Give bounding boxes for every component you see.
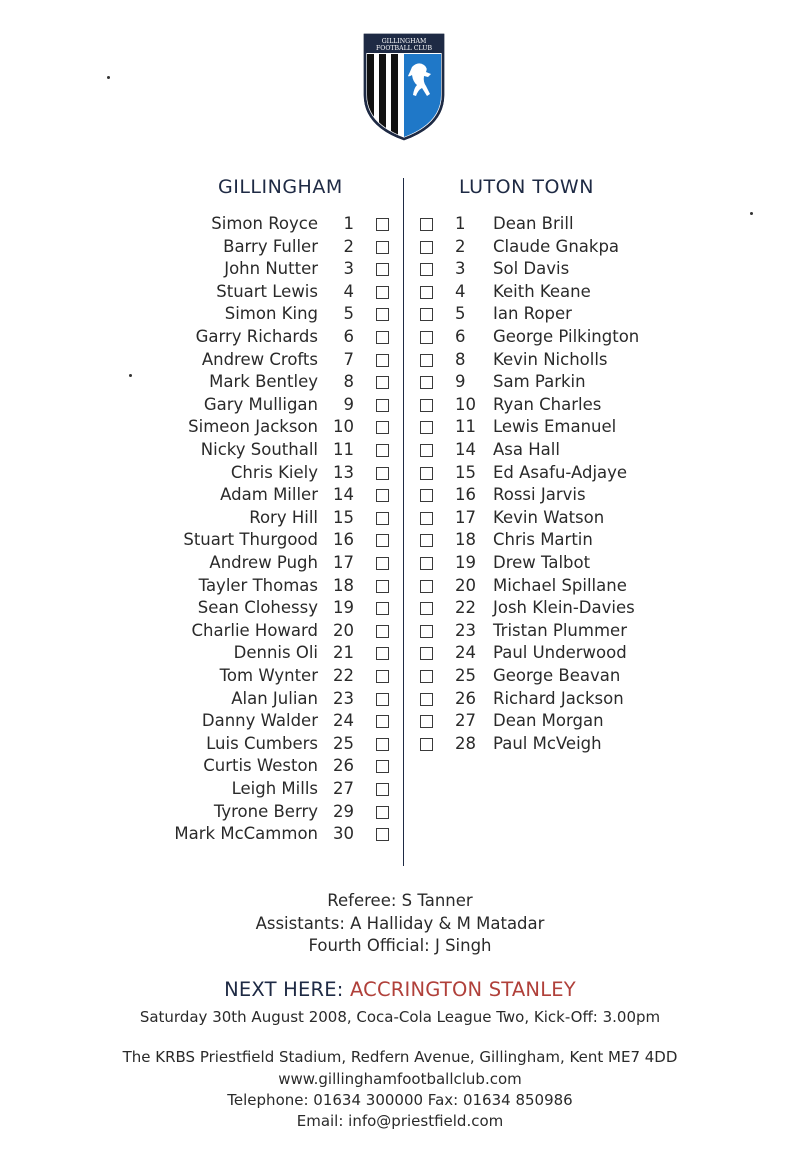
squad-number: 27: [333, 779, 354, 798]
player-name: Curtis Weston: [203, 756, 318, 776]
tick-checkbox[interactable]: [420, 331, 433, 344]
away-player-row: [0, 462, 800, 484]
away-player-row: [0, 552, 800, 574]
squad-number: 24: [455, 643, 476, 663]
away-player-row: [0, 236, 800, 258]
squad-number: 23: [455, 620, 476, 640]
tick-checkbox[interactable]: [420, 241, 433, 254]
player-name: Stuart Lewis: [216, 281, 318, 301]
tick-checkbox[interactable]: [376, 783, 389, 796]
squad-number: 28: [455, 733, 476, 753]
tick-checkbox[interactable]: [420, 399, 433, 412]
away-player-row: [0, 394, 800, 416]
player-name: Tom Wynter: [219, 666, 318, 685]
player-name: Sol Davis: [493, 259, 570, 279]
squad-number: 8: [455, 349, 466, 369]
squad-number: 8: [343, 372, 354, 392]
player-name: Alan Julian: [231, 688, 318, 708]
away-player-row: [0, 665, 800, 687]
tick-checkbox[interactable]: [376, 760, 389, 773]
player-name: Kevin Watson: [493, 507, 605, 527]
away-player-row: [0, 484, 800, 506]
squad-number: 18: [455, 530, 476, 550]
squad-number: 15: [455, 462, 476, 482]
player-name: Simon King: [224, 304, 318, 324]
squad-number: 18: [333, 575, 354, 595]
squad-number: 1: [455, 214, 466, 233]
player-name: Dennis Oli: [233, 643, 318, 663]
tick-checkbox[interactable]: [420, 263, 433, 276]
squad-number: 3: [455, 259, 466, 279]
away-player-row: [0, 416, 800, 438]
squad-number: 4: [343, 281, 354, 301]
squad-number: 27: [455, 711, 476, 731]
squad-number: 19: [333, 598, 354, 618]
player-name: Andrew Pugh: [209, 553, 318, 572]
squad-number: 7: [343, 349, 354, 369]
player-name: Mark McCammon: [174, 824, 318, 844]
tick-checkbox[interactable]: [420, 421, 433, 434]
squad-number: 25: [455, 666, 476, 685]
tick-checkbox[interactable]: [420, 557, 433, 570]
away-player-row: [0, 349, 800, 371]
home-player-row: [0, 755, 800, 777]
player-name: Andrew Crofts: [201, 349, 318, 369]
player-name: Chris Martin: [493, 530, 593, 550]
squad-number: 24: [333, 711, 354, 731]
player-name: Tristan Plummer: [493, 620, 627, 640]
tick-checkbox[interactable]: [420, 467, 433, 480]
tick-checkbox[interactable]: [420, 376, 433, 389]
home-team-title: GILLINGHAM: [218, 176, 343, 198]
next-fixture-details: Saturday 30th August 2008, Coca-Cola League Two, Kick-Off: 3.00pm: [139, 1008, 661, 1026]
away-player-row: [0, 529, 800, 551]
squad-number: 22: [455, 598, 476, 618]
player-name: Drew Talbot: [493, 553, 591, 572]
scan-speck: [129, 374, 132, 377]
away-player-row: [0, 303, 800, 325]
away-player-row: [0, 575, 800, 597]
player-name: Sean Clohessy: [197, 598, 318, 618]
next-fixture-heading: [0, 978, 800, 1001]
player-name: Michael Spillane: [493, 575, 627, 595]
home-player-row: [0, 801, 800, 823]
squad-number: 11: [455, 417, 476, 437]
away-player-row: [0, 439, 800, 461]
squad-number: 26: [333, 756, 354, 776]
player-name: Ian Roper: [493, 304, 572, 324]
squad-number: 14: [333, 485, 354, 505]
tick-checkbox[interactable]: [420, 512, 433, 525]
player-name: Tayler Thomas: [198, 575, 318, 595]
player-name: Nicky Southall: [200, 440, 318, 459]
player-name: Mark Bentley: [209, 372, 318, 392]
player-name: Claude Gnakpa: [493, 236, 620, 256]
player-name: Stuart Thurgood: [183, 530, 318, 550]
scan-speck: [750, 212, 753, 215]
away-player-row: [0, 326, 800, 348]
squad-number: 11: [333, 440, 354, 459]
tick-checkbox[interactable]: [420, 444, 433, 457]
phone-fax: Telephone: 01634 300000 Fax: 01634 850986: [227, 1091, 573, 1109]
squad-number: 26: [455, 688, 476, 708]
tick-checkbox[interactable]: [420, 354, 433, 367]
tick-checkbox[interactable]: [420, 670, 433, 683]
referee-line: Referee: S Tanner: [327, 891, 473, 910]
player-name: Paul McVeigh: [493, 733, 602, 753]
away-player-row: [0, 688, 800, 710]
player-name: Luis Cumbers: [206, 733, 318, 753]
player-name: Danny Walder: [201, 711, 318, 731]
tick-checkbox[interactable]: [420, 534, 433, 547]
squad-number: 9: [343, 394, 354, 414]
squad-number: 6: [455, 327, 466, 346]
away-player-row: [0, 507, 800, 529]
away-player-row: [0, 710, 800, 732]
player-name: Simon Royce: [211, 214, 318, 233]
player-name: Barry Fuller: [223, 236, 318, 256]
player-name: Gary Mulligan: [203, 394, 318, 414]
email-link[interactable]: Email: info@priestfield.com: [296, 1112, 504, 1130]
player-name: Adam Miller: [220, 485, 318, 505]
away-player-row: [0, 258, 800, 280]
player-name: Kevin Nicholls: [493, 349, 608, 369]
squad-number: 10: [455, 394, 476, 414]
away-player-row: [0, 281, 800, 303]
squad-number: 17: [455, 507, 476, 527]
player-name: Josh Klein-Davies: [493, 598, 635, 618]
squad-number: 29: [333, 801, 354, 821]
away-player-row: [0, 620, 800, 642]
player-name: George Pilkington: [493, 327, 640, 346]
scan-speck: [107, 76, 110, 79]
club-crest-logo: [362, 33, 446, 141]
player-name: Asa Hall: [493, 440, 560, 459]
squad-number: 2: [343, 236, 354, 256]
player-name: Simeon Jackson: [188, 417, 318, 437]
player-name: Lewis Emanuel: [493, 417, 617, 437]
home-player-row: [0, 823, 800, 845]
tick-checkbox[interactable]: [420, 308, 433, 321]
squad-number: 14: [455, 440, 476, 459]
squad-number: 21: [333, 643, 354, 663]
away-player-row: [0, 733, 800, 755]
squad-number: 13: [333, 462, 354, 482]
squad-number: 10: [333, 417, 354, 437]
tick-checkbox[interactable]: [420, 602, 433, 615]
next-opponent: ACCRINGTON STANLEY: [349, 978, 576, 1001]
stadium-address: The KRBS Priestfield Stadium, Redfern Avenue, Gillingham, Kent ME7 4DD: [122, 1048, 678, 1066]
player-name: Ryan Charles: [493, 394, 602, 414]
squad-number: 2: [455, 236, 466, 256]
player-name: Garry Richards: [195, 327, 318, 346]
tick-checkbox[interactable]: [376, 828, 389, 841]
squad-number: 19: [455, 553, 476, 572]
squad-number: 16: [455, 485, 476, 505]
player-name: Sam Parkin: [493, 372, 586, 392]
tick-checkbox[interactable]: [420, 647, 433, 660]
svg-text:FOOTBALL CLUB: FOOTBALL CLUB: [375, 45, 433, 52]
tick-checkbox[interactable]: [420, 286, 433, 299]
fourth-official-line: Fourth Official: J Singh: [308, 936, 492, 955]
squad-number: 23: [333, 688, 354, 708]
tick-checkbox[interactable]: [420, 580, 433, 593]
squad-number: 6: [343, 327, 354, 346]
tick-checkbox[interactable]: [420, 715, 433, 728]
squad-number: 16: [333, 530, 354, 550]
away-player-row: [0, 597, 800, 619]
tick-checkbox[interactable]: [420, 693, 433, 706]
svg-text:GILLINGHAM: GILLINGHAM: [381, 38, 427, 45]
squad-number: 22: [333, 666, 354, 685]
tick-checkbox[interactable]: [420, 218, 433, 231]
player-name: George Beavan: [493, 666, 621, 685]
home-player-row: [0, 778, 800, 800]
away-team-title: LUTON TOWN: [459, 176, 594, 198]
player-name: Leigh Mills: [231, 779, 318, 798]
squad-number: 20: [455, 575, 476, 595]
player-name: Chris Kiely: [230, 462, 318, 482]
player-name: Charlie Howard: [191, 620, 318, 640]
tick-checkbox[interactable]: [376, 806, 389, 819]
squad-number: 4: [455, 281, 466, 301]
next-here-label: NEXT HERE:: [224, 978, 344, 1001]
squad-number: 30: [333, 824, 354, 844]
player-name: Richard Jackson: [493, 688, 624, 708]
player-name: Rory Hill: [249, 507, 318, 527]
squad-number: 3: [343, 259, 354, 279]
player-name: Keith Keane: [493, 281, 591, 301]
assistants-line: Assistants: A Halliday & M Matadar: [255, 913, 545, 933]
player-name: Paul Underwood: [493, 643, 627, 663]
website-link[interactable]: www.gillinghamfootballclub.com: [278, 1070, 522, 1088]
squad-number: 1: [343, 214, 354, 233]
player-name: Rossi Jarvis: [493, 485, 586, 505]
squad-number: 20: [333, 620, 354, 640]
tick-checkbox[interactable]: [420, 625, 433, 638]
tick-checkbox[interactable]: [420, 738, 433, 751]
player-name: John Nutter: [224, 259, 318, 279]
squad-number: 5: [455, 304, 466, 324]
away-player-row: [0, 642, 800, 664]
tick-checkbox[interactable]: [420, 489, 433, 502]
squad-number: 5: [343, 304, 354, 324]
player-name: Tyrone Berry: [213, 801, 318, 821]
squad-number: 9: [455, 372, 466, 392]
squad-number: 15: [333, 507, 354, 527]
player-name: Dean Brill: [493, 214, 574, 233]
player-name: Ed Asafu-Adjaye: [493, 462, 628, 482]
squad-number: 25: [333, 733, 354, 753]
away-player-row: [0, 371, 800, 393]
away-player-row: [0, 213, 800, 235]
player-name: Dean Morgan: [493, 711, 604, 731]
squad-number: 17: [333, 553, 354, 572]
